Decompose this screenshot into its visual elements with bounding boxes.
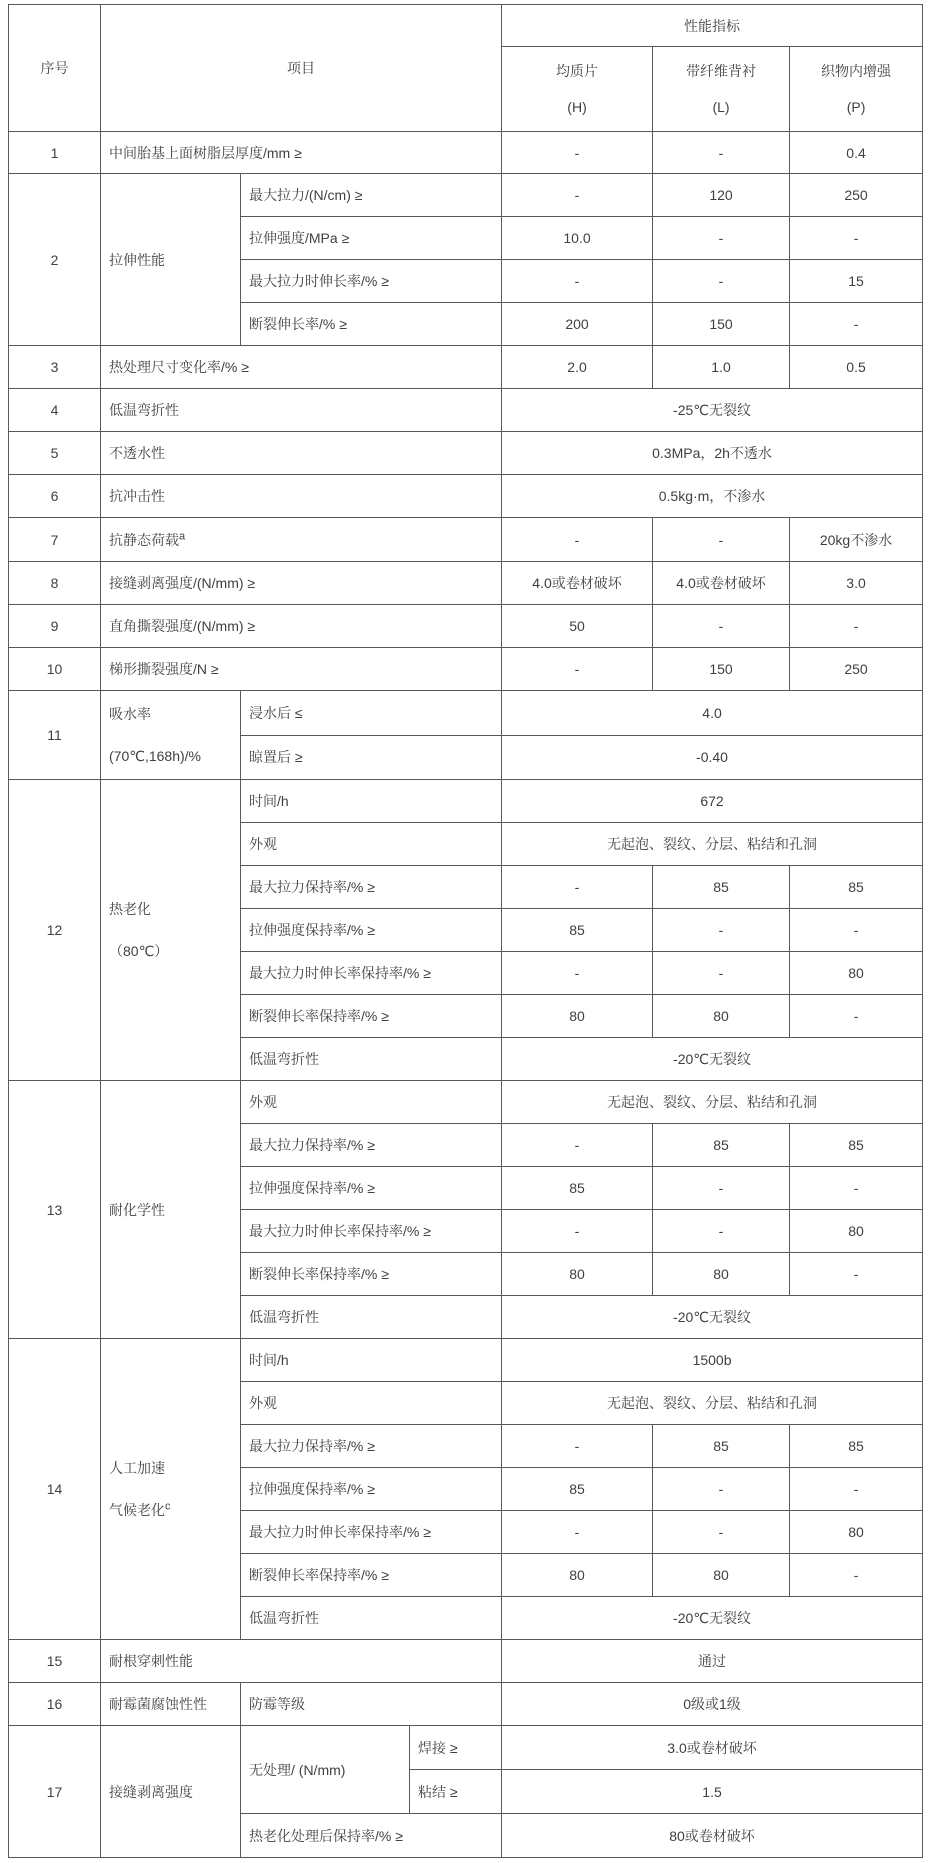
value-l: - (653, 518, 790, 562)
row-no: 14 (9, 1339, 101, 1640)
sub-item-label: 最大拉力保持率/% ≥ (241, 866, 502, 909)
header-variant-l: 带纤维背衬 (L) (653, 47, 790, 132)
value-span: 无起泡、裂纹、分层、粘结和孔洞 (502, 1382, 923, 1425)
table-row (9, 648, 923, 691)
value-p: 0.4 (790, 132, 923, 174)
value-l: 80 (653, 1253, 790, 1296)
table-row (9, 389, 923, 432)
sub-item-label: 外观 (241, 1382, 502, 1425)
table-row (9, 1640, 923, 1683)
item-label: 热处理尺寸变化率/% ≥ (101, 346, 502, 389)
sub-item-label: 焊接 ≥ (410, 1726, 502, 1770)
sub-item-label: 最大拉力保持率/% ≥ (241, 1425, 502, 1468)
row-no: 13 (9, 1081, 101, 1339)
item-label: 抗静态荷载$^a$ (101, 518, 502, 562)
row-no: 8 (9, 562, 101, 605)
header-variant-h: 均质片 (H) (502, 47, 653, 132)
value-l: 85 (653, 1425, 790, 1468)
value-span: -25℃无裂纹 (502, 389, 923, 432)
row-no: 12 (9, 780, 101, 1081)
sub-item-label: 浸水后 ≤ (241, 691, 502, 736)
row-no: 15 (9, 1640, 101, 1683)
value-span: -20℃无裂纹 (502, 1296, 923, 1339)
value-h: - (502, 260, 653, 303)
sub-item-label: 最大拉力时伸长率保持率/% ≥ (241, 1210, 502, 1253)
item-label: 耐根穿刺性能 (101, 1640, 502, 1683)
value-h: 2.0 (502, 346, 653, 389)
value-l: 1.0 (653, 346, 790, 389)
sub-item-label: 拉伸强度保持率/% ≥ (241, 1167, 502, 1210)
value-l: 85 (653, 866, 790, 909)
sub-item-label: 拉伸强度保持率/% ≥ (241, 1468, 502, 1511)
table-row (9, 518, 923, 562)
value-span: 672 (502, 780, 923, 823)
item-label: 接缝剥离强度 (101, 1726, 241, 1858)
row-no: 2 (9, 174, 101, 346)
value-p: - (790, 1253, 923, 1296)
spec-table (8, 4, 923, 1858)
item-label: 接缝剥离强度/(N/mm) ≥ (101, 562, 502, 605)
table-row (9, 174, 923, 217)
value-p: 250 (790, 174, 923, 217)
value-span: 1.5 (502, 1770, 923, 1814)
item-label: 不透水性 (101, 432, 502, 475)
item-label: 吸水率 (70℃,168h)/% (101, 691, 241, 780)
value-l: - (653, 909, 790, 952)
sub-item-label: 断裂伸长率保持率/% ≥ (241, 1253, 502, 1296)
sub-item-label: 断裂伸长率保持率/% ≥ (241, 995, 502, 1038)
table-row (9, 346, 923, 389)
value-span: 无起泡、裂纹、分层、粘结和孔洞 (502, 823, 923, 866)
sub-item-label: 最大拉力/(N/cm) ≥ (241, 174, 502, 217)
item-label: 梯形撕裂强度/N ≥ (101, 648, 502, 691)
value-l: - (653, 1167, 790, 1210)
value-h: - (502, 648, 653, 691)
value-l: - (653, 605, 790, 648)
value-h: 80 (502, 1253, 653, 1296)
value-p: - (790, 1167, 923, 1210)
table-header-row (9, 5, 923, 47)
item-label: 耐霉菌腐蚀性性 (101, 1683, 241, 1726)
value-span: 0级或1级 (502, 1683, 923, 1726)
value-p: - (790, 605, 923, 648)
value-p: 3.0 (790, 562, 923, 605)
item-label: 耐化学性 (101, 1081, 241, 1339)
table-row (9, 1683, 923, 1726)
sub-item-label: 拉伸强度保持率/% ≥ (241, 909, 502, 952)
footnote-c: c (165, 1500, 171, 1513)
value-p: - (790, 995, 923, 1038)
item-label: 热老化 （80℃） (101, 780, 241, 1081)
value-span: 无起泡、裂纹、分层、粘结和孔洞 (502, 1081, 923, 1124)
sub-item-label: 外观 (241, 1081, 502, 1124)
value-p: - (790, 1468, 923, 1511)
value-span: 0.5kg·m，不渗水 (502, 475, 923, 518)
sub-item-label: 最大拉力保持率/% ≥ (241, 1124, 502, 1167)
value-p: 0.5 (790, 346, 923, 389)
sub-item-label: 时间/h (241, 1339, 502, 1382)
value-h: 50 (502, 605, 653, 648)
value-h: - (502, 952, 653, 995)
value-p: 80 (790, 1511, 923, 1554)
item-label: 低温弯折性 (101, 389, 502, 432)
value-h: - (502, 174, 653, 217)
item-label: 抗冲击性 (101, 475, 502, 518)
value-h: 80 (502, 1554, 653, 1597)
value-h: 80 (502, 995, 653, 1038)
item-label: 人工加速 气候老化$^c$ (101, 1339, 241, 1640)
value-p: - (790, 909, 923, 952)
row-no: 5 (9, 432, 101, 475)
value-l: 85 (653, 1124, 790, 1167)
value-l: - (653, 952, 790, 995)
sub-item-label: 时间/h (241, 780, 502, 823)
value-h: 10.0 (502, 217, 653, 260)
row-no: 4 (9, 389, 101, 432)
value-h: - (502, 1124, 653, 1167)
sub-item-label: 热老化处理后保持率/% ≥ (241, 1814, 502, 1858)
value-p: 80 (790, 952, 923, 995)
sub-item-label: 最大拉力时伸长率保持率/% ≥ (241, 1511, 502, 1554)
value-span: -20℃无裂纹 (502, 1597, 923, 1640)
table-row (9, 432, 923, 475)
sub-item-label: 拉伸强度/MPa ≥ (241, 217, 502, 260)
row-no: 3 (9, 346, 101, 389)
sub-item-label: 外观 (241, 823, 502, 866)
value-l: 120 (653, 174, 790, 217)
sub-item-label: 低温弯折性 (241, 1296, 502, 1339)
table-row (9, 132, 923, 174)
value-l: - (653, 1511, 790, 1554)
sub-item-label: 低温弯折性 (241, 1597, 502, 1640)
value-l: 80 (653, 995, 790, 1038)
value-h: - (502, 132, 653, 174)
value-span: 3.0或卷材破坏 (502, 1726, 923, 1770)
row-no: 9 (9, 605, 101, 648)
table-row (9, 562, 923, 605)
header-performance: 性能指标 (502, 5, 923, 47)
table-row (9, 475, 923, 518)
sub-item-label: 最大拉力时伸长率保持率/% ≥ (241, 952, 502, 995)
row-no: 7 (9, 518, 101, 562)
value-p: 85 (790, 1124, 923, 1167)
value-l: - (653, 1210, 790, 1253)
value-h: 85 (502, 1167, 653, 1210)
value-span: 4.0 (502, 691, 923, 736)
item-label: 中间胎基上面树脂层厚度/mm ≥ (101, 132, 502, 174)
table-row (9, 780, 923, 823)
value-span: -20℃无裂纹 (502, 1038, 923, 1081)
value-h: 85 (502, 1468, 653, 1511)
value-l: - (653, 260, 790, 303)
value-h: - (502, 1210, 653, 1253)
sub-item-label: 最大拉力时伸长率/% ≥ (241, 260, 502, 303)
item-label: 直角撕裂强度/(N/mm) ≥ (101, 605, 502, 648)
value-l: 150 (653, 303, 790, 346)
group-label: 无处理/ (N/mm) (241, 1726, 410, 1814)
value-p: - (790, 1554, 923, 1597)
value-h: 4.0或卷材破坏 (502, 562, 653, 605)
value-l: 4.0或卷材破坏 (653, 562, 790, 605)
sub-item-label: 防霉等级 (241, 1683, 502, 1726)
table-row (9, 1339, 923, 1382)
sub-item-label: 低温弯折性 (241, 1038, 502, 1081)
sub-item-label: 断裂伸长率保持率/% ≥ (241, 1554, 502, 1597)
value-span: 通过 (502, 1640, 923, 1683)
value-l: - (653, 132, 790, 174)
value-span: 80或卷材破坏 (502, 1814, 923, 1858)
header-item: 项目 (101, 5, 502, 132)
value-p: 250 (790, 648, 923, 691)
row-no: 6 (9, 475, 101, 518)
row-no: 1 (9, 132, 101, 174)
table-row (9, 1081, 923, 1124)
value-p: 85 (790, 866, 923, 909)
value-h: - (502, 1425, 653, 1468)
value-span: 1500b (502, 1339, 923, 1382)
value-h: - (502, 866, 653, 909)
value-l: - (653, 1468, 790, 1511)
value-span: -0.40 (502, 735, 923, 780)
value-l: 150 (653, 648, 790, 691)
row-no: 17 (9, 1726, 101, 1858)
value-l: - (653, 217, 790, 260)
value-p: 80 (790, 1210, 923, 1253)
item-label: 拉伸性能 (101, 174, 241, 346)
row-no: 10 (9, 648, 101, 691)
value-h: 200 (502, 303, 653, 346)
header-variant-p: 织物内增强 (P) (790, 47, 923, 132)
value-p: 20kg不渗水 (790, 518, 923, 562)
header-no: 序号 (9, 5, 101, 132)
sub-item-label: 粘结 ≥ (410, 1770, 502, 1814)
value-p: - (790, 303, 923, 346)
value-p: 15 (790, 260, 923, 303)
value-h: - (502, 1511, 653, 1554)
value-span: 0.3MPa，2h不透水 (502, 432, 923, 475)
value-l: 80 (653, 1554, 790, 1597)
row-no: 11 (9, 691, 101, 780)
table-row (9, 691, 923, 736)
value-p: - (790, 217, 923, 260)
table-row (9, 605, 923, 648)
sub-item-label: 晾置后 ≥ (241, 735, 502, 780)
value-h: - (502, 518, 653, 562)
table-row (9, 1726, 923, 1770)
row-no: 16 (9, 1683, 101, 1726)
sub-item-label: 断裂伸长率/% ≥ (241, 303, 502, 346)
footnote-a: a (179, 529, 186, 542)
value-p: 85 (790, 1425, 923, 1468)
value-h: 85 (502, 909, 653, 952)
